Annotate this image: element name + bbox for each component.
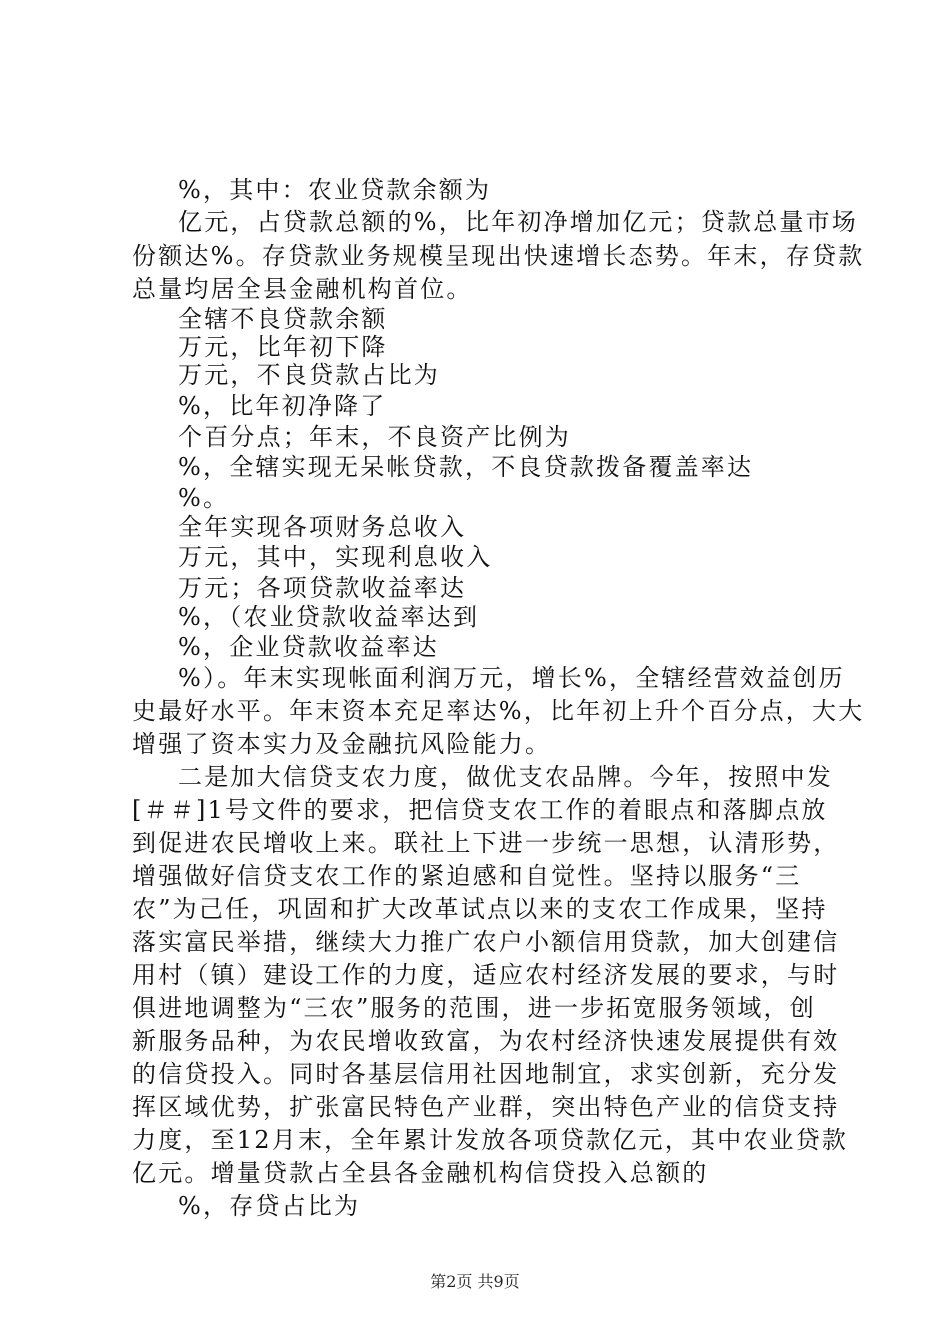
text-line: 到促进农民增收上来。联社上下进一步统一思想，认清形势， — [132, 829, 840, 857]
text-line: 总量均居全县金融机构首位。 — [132, 275, 473, 303]
text-line: 增强做好信贷支农工作的紧迫感和自觉性。坚持以服务“三 — [132, 862, 802, 890]
text-line: 挥区域优势，扩张富民特色产业群，突出特色产业的信贷支持 — [132, 1093, 840, 1121]
text-line: 新服务品种，为农民增收致富，为农村经济快速发展提供有效 — [132, 1027, 840, 1055]
text-line: 亿元，占贷款总额的%，比年初净增加亿元；贷款总量市场 — [178, 208, 859, 236]
text-line: 农”为己任，巩固和扩大改革试点以来的支农工作成果，坚持 — [132, 895, 828, 923]
text-line: %，其中：农业贷款余额为 — [178, 176, 492, 204]
text-line: 全辖不良贷款余额 — [178, 305, 388, 333]
text-line: 全年实现各项财务总收入 — [178, 513, 467, 541]
text-line: 落实富民举措，继续大力推广农户小额信用贷款，加大创建信 — [132, 928, 840, 956]
text-line: 的信贷投入。同时各基层信用社因地制宜，求实创新，充分发 — [132, 1060, 840, 1088]
text-line: [＃＃]1号文件的要求，把信贷支农工作的着眼点和落脚点放 — [132, 796, 828, 824]
text-line: 个百分点；年末，不良资产比例为 — [178, 423, 571, 451]
text-line: 二是加大信贷支农力度，做优支农品牌。今年，按照中发 — [178, 763, 833, 791]
text-line: %，比年初净降了 — [178, 392, 387, 420]
page-footer — [0, 1272, 950, 1292]
text-line: 史最好水平。年末资本充足率达%，比年初上升个百分点，大大 — [132, 697, 865, 725]
text-line: %，（农业贷款收益率达到 — [178, 603, 480, 631]
page-number-label: 第2页 共9页 — [430, 1272, 520, 1291]
text-line: 俱进地调整为“三农”服务的范围，进一步拓宽服务领域，创 — [132, 994, 816, 1022]
text-line: 万元，不良贷款占比为 — [178, 361, 440, 389]
text-line: %，存贷占比为 — [178, 1192, 361, 1220]
text-line: 万元，其中，实现利息收入 — [178, 543, 493, 571]
text-line: 用村（镇）建设工作的力度，适应农村经济发展的要求，与时 — [132, 961, 840, 989]
text-line: 亿元。增量贷款占全县各金融机构信贷投入总额的 — [132, 1159, 709, 1187]
text-line: 万元，比年初下降 — [178, 333, 388, 361]
text-line: 增强了资本实力及金融抗风险能力。 — [132, 730, 552, 758]
text-line: %）。年末实现帐面利润万元，增长%，全辖经营效益创历 — [178, 664, 845, 692]
text-line: %，企业贷款收益率达 — [178, 633, 439, 661]
text-line: %。 — [178, 484, 230, 512]
text-line: 力度，至12月末，全年累计发放各项贷款亿元，其中农业贷款 — [132, 1126, 849, 1154]
text-line: 份额达%。存贷款业务规模呈现出快速增长态势。年末，存贷款 — [132, 242, 865, 270]
text-line: %，全辖实现无呆帐贷款，不良贷款拨备覆盖率达 — [178, 453, 754, 481]
text-line: 万元；各项贷款收益率达 — [178, 574, 467, 602]
